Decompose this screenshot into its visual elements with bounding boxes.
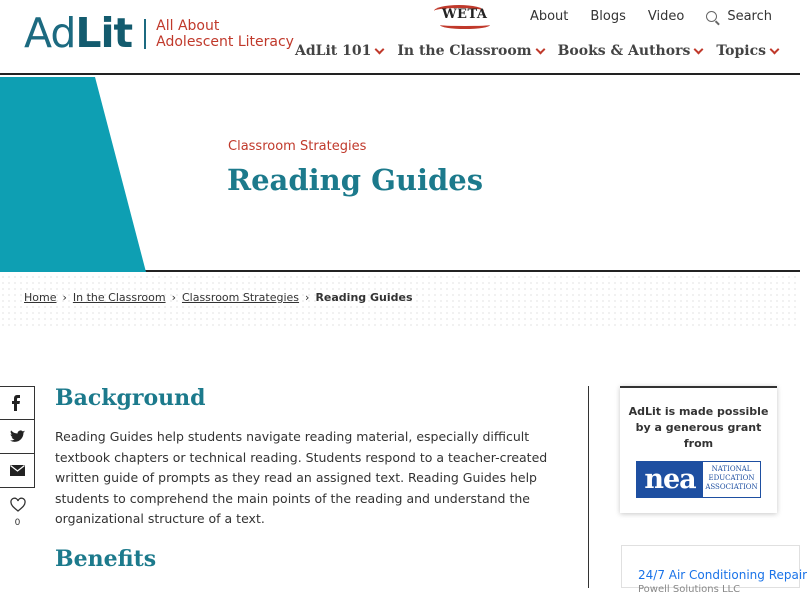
- share-twitter-button[interactable]: [0, 420, 35, 454]
- background-paragraph: Reading Guides help students navigate reading material, especially difficult textbook chapters or technical reading. Students respond to a teacher-created written guide of prompts as they read an assigned text. Reading Guides help students to comprehend the main points of the reading and understand the organizational structure of a text.: [55, 429, 548, 526]
- nav-books-authors[interactable]: [558, 43, 703, 59]
- weta-arc-bottom: [440, 21, 490, 29]
- search-icon[interactable]: [706, 11, 717, 22]
- nav-label: Books & Authors: [557, 43, 691, 59]
- chevron-right-icon: ›: [62, 291, 67, 304]
- nav-label: In the Classroom: [397, 43, 532, 59]
- like-widget: [0, 497, 35, 528]
- breadcrumb-classroom-strategies[interactable]: Classroom Strategies: [181, 291, 300, 304]
- breadcrumb-band: [0, 274, 800, 326]
- nea-logo[interactable]: [636, 461, 761, 498]
- ad-title[interactable]: 24/7 Air Conditioning Repair: [638, 568, 807, 582]
- weta-wordmark: WETA: [441, 7, 488, 22]
- grant-card: [620, 386, 777, 513]
- email-icon: [10, 465, 25, 476]
- weta-logo[interactable]: [434, 5, 490, 27]
- facebook-icon: [10, 395, 24, 411]
- twitter-icon: [10, 430, 25, 443]
- section-heading-background: Background: [55, 385, 206, 411]
- share-rail: [0, 386, 35, 488]
- main-nav: [281, 43, 778, 59]
- section-heading-benefits: Benefits: [55, 546, 157, 572]
- logo-tagline: All About Adolescent Literacy: [156, 17, 294, 50]
- breadcrumb: [24, 291, 413, 304]
- page-kicker[interactable]: Classroom Strategies: [228, 139, 367, 154]
- chevron-down-icon: [770, 44, 780, 54]
- grant-text: AdLit is made possible by a generous grant from: [628, 405, 769, 450]
- nav-in-the-classroom[interactable]: [397, 43, 543, 59]
- breadcrumb-home[interactable]: Home: [24, 291, 57, 304]
- chevron-down-icon: [375, 44, 385, 54]
- nav-label: AdLit 101: [294, 43, 372, 59]
- column-divider: [588, 386, 589, 588]
- like-count: 0: [14, 518, 21, 528]
- nav-blogs-link[interactable]: Blogs: [590, 8, 626, 24]
- nav-label: Topics: [716, 43, 766, 59]
- search-link[interactable]: Search: [727, 8, 772, 24]
- share-facebook-button[interactable]: [0, 386, 35, 420]
- heart-icon[interactable]: [10, 498, 26, 512]
- breadcrumb-current: Reading Guides: [315, 291, 413, 304]
- page-hero: [0, 77, 800, 272]
- nea-logo-mark: nea: [637, 462, 703, 497]
- nav-adlit101[interactable]: [295, 43, 383, 59]
- page-title: Reading Guides: [227, 163, 484, 197]
- nav-topics[interactable]: [716, 43, 778, 59]
- ad-subtitle: Powell Solutions LLC: [638, 584, 741, 595]
- chevron-down-icon: [535, 44, 545, 54]
- adlit-logo[interactable]: [24, 9, 294, 57]
- site-header: [0, 0, 800, 75]
- logo-divider: [144, 19, 146, 49]
- hero-teal-polygon: [0, 77, 146, 272]
- chevron-down-icon: [694, 44, 704, 54]
- utility-nav: [434, 5, 772, 27]
- share-email-button[interactable]: [0, 454, 35, 488]
- nav-video-link[interactable]: Video: [647, 8, 685, 24]
- chevron-right-icon: ›: [305, 291, 310, 304]
- nav-about-link[interactable]: About: [529, 8, 569, 24]
- logo-wordmark: AdLit: [24, 9, 133, 57]
- sidebar-ad[interactable]: [621, 545, 807, 595]
- article-content: [55, 385, 565, 530]
- breadcrumb-in-the-classroom[interactable]: In the Classroom: [72, 291, 166, 304]
- chevron-right-icon: ›: [171, 291, 176, 304]
- nea-logo-text: NATIONAL EDUCATION ASSOCIATION: [703, 462, 760, 497]
